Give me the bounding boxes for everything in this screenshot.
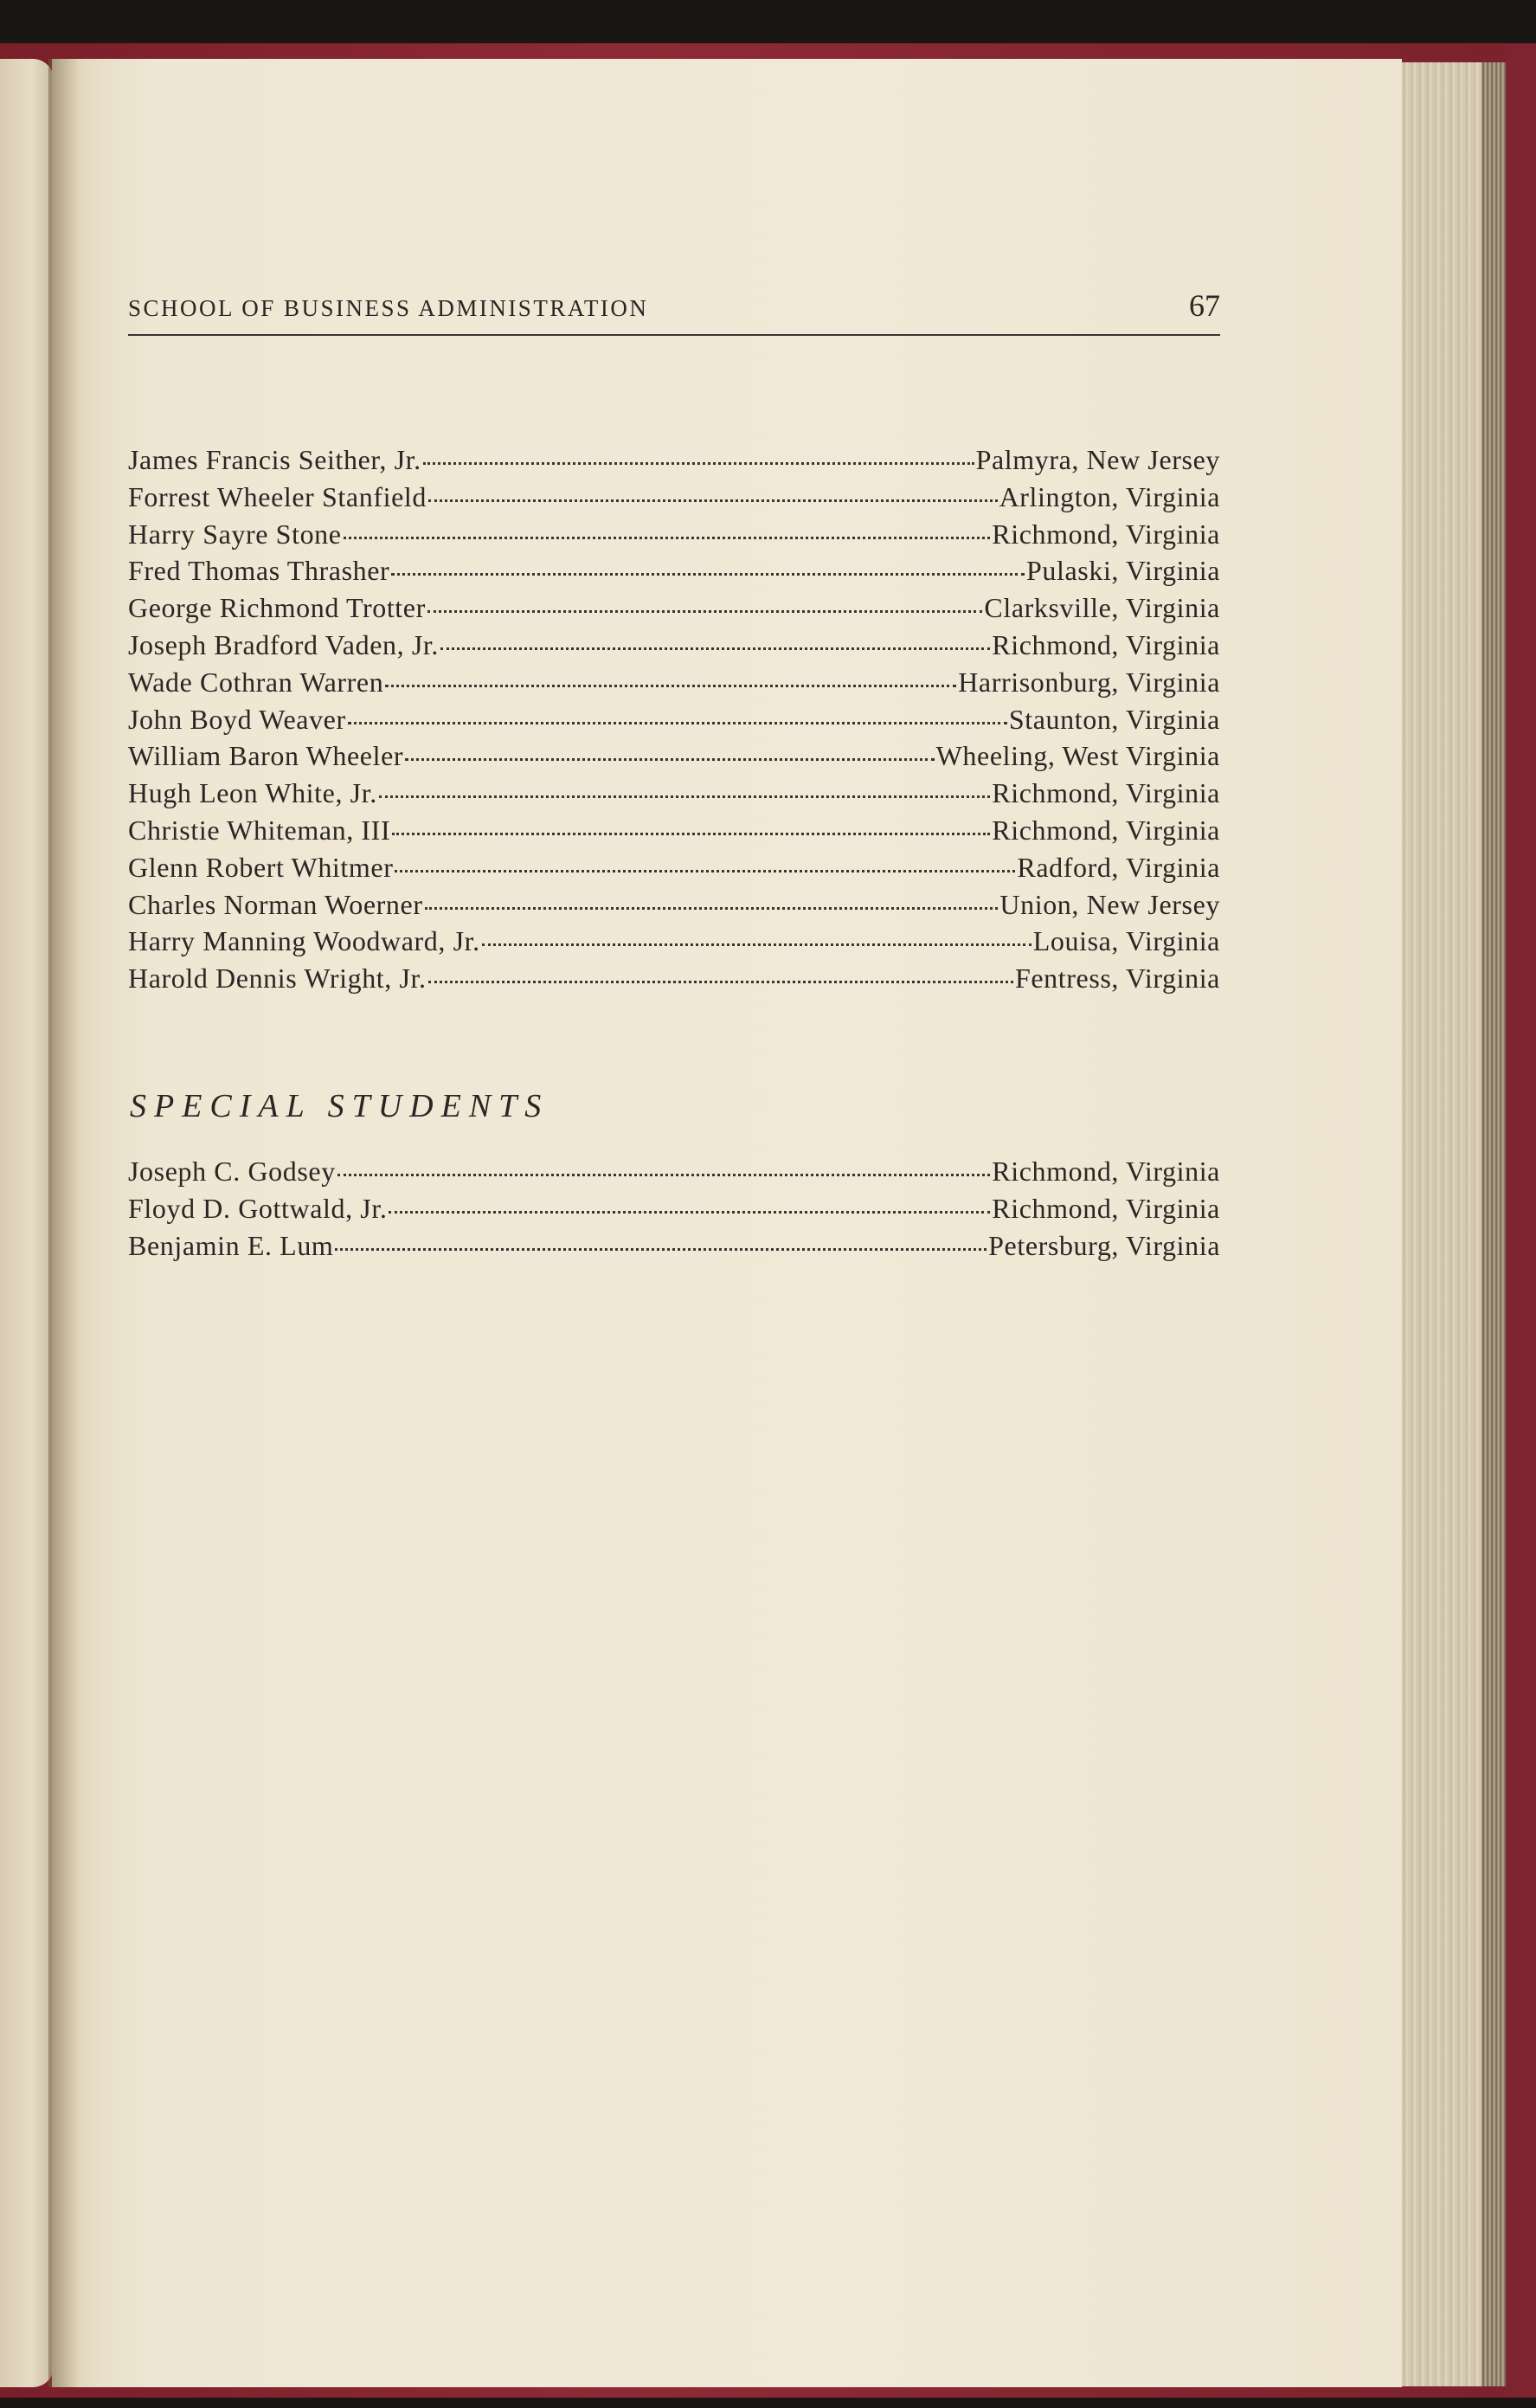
student-entry [128, 666, 1220, 704]
student-name: Joseph Bradford Vaden, Jr. [128, 628, 439, 660]
dot-leader [337, 1174, 990, 1176]
special-students-heading: SPECIAL STUDENTS [130, 1088, 549, 1124]
dot-leader [335, 1248, 987, 1251]
student-entry [128, 629, 1220, 666]
student-name: John Boyd Weaver [128, 703, 346, 735]
student-entry [128, 518, 1220, 556]
dot-leader [423, 462, 974, 465]
student-entry [128, 555, 1220, 592]
running-title: SCHOOL OF BUSINESS ADMINISTRATION [128, 295, 649, 321]
gutter-shadow [48, 59, 100, 2387]
student-hometown: Richmond, Virginia [992, 1192, 1220, 1224]
dot-leader [344, 537, 991, 539]
dot-leader [389, 1211, 990, 1214]
student-name: James Francis Seither, Jr. [128, 444, 421, 475]
student-hometown: Union, New Jersey [999, 888, 1220, 920]
student-entry [128, 963, 1220, 1000]
student-hometown: Radford, Virginia [1017, 851, 1220, 883]
dot-leader [391, 573, 1025, 576]
page-number: 67 [1189, 288, 1220, 323]
student-name: Floyd D. Gottwald, Jr. [128, 1192, 388, 1224]
running-head [128, 286, 1220, 336]
student-hometown: Richmond, Virginia [992, 1156, 1220, 1187]
page-stack-shadow [1481, 62, 1506, 2386]
student-name: Fred Thomas Thrasher [128, 555, 390, 587]
student-name: George Richmond Trotter [128, 592, 426, 624]
facing-page-edge [0, 59, 54, 2387]
book-page [52, 59, 1402, 2387]
student-hometown: Palmyra, New Jersey [975, 444, 1220, 475]
student-name: William Baron Wheeler [128, 740, 404, 772]
dot-leader [392, 833, 990, 835]
student-hometown: Richmond, Virginia [992, 628, 1220, 660]
dot-leader [428, 499, 998, 502]
student-name: Harry Sayre Stone [128, 518, 342, 550]
student-name: Joseph C. Godsey [128, 1156, 336, 1187]
student-name: Hugh Leon White, Jr. [128, 777, 377, 809]
dot-leader [395, 870, 1015, 872]
student-entry [128, 444, 1220, 481]
special-student-entry [128, 1193, 1220, 1230]
student-name: Benjamin E. Lum [128, 1229, 334, 1261]
book-cover-edge [1506, 43, 1536, 2398]
student-name: Harry Manning Woodward, Jr. [128, 925, 480, 957]
student-name: Glenn Robert Whitmer [128, 851, 394, 883]
dot-leader [427, 610, 983, 613]
special-student-entry [128, 1230, 1220, 1267]
student-hometown: Louisa, Virginia [1032, 925, 1220, 957]
special-student-list [128, 1156, 1220, 1266]
student-entry [128, 481, 1220, 518]
student-hometown: Pulaski, Virginia [1026, 555, 1220, 587]
student-entry [128, 592, 1220, 629]
student-hometown: Fentress, Virginia [1014, 963, 1220, 995]
student-entry [128, 852, 1220, 889]
dot-leader [405, 758, 934, 761]
student-hometown: Richmond, Virginia [992, 518, 1220, 550]
page-content [52, 59, 1402, 2387]
student-entry [128, 925, 1220, 963]
student-entry [128, 704, 1220, 741]
student-name: Christie Whiteman, III [128, 814, 391, 846]
student-entry [128, 740, 1220, 777]
student-hometown: Staunton, Virginia [1008, 703, 1220, 735]
dot-leader [440, 647, 990, 650]
student-name: Forrest Wheeler Stanfield [128, 480, 427, 512]
student-hometown: Clarksville, Virginia [984, 592, 1220, 624]
student-hometown: Richmond, Virginia [992, 777, 1220, 809]
student-list [128, 444, 1220, 1000]
student-hometown: Petersburg, Virginia [988, 1229, 1220, 1261]
dot-leader [348, 722, 1007, 724]
dot-leader [425, 907, 999, 910]
dot-leader [428, 981, 1013, 983]
student-entry [128, 777, 1220, 814]
student-hometown: Richmond, Virginia [992, 814, 1220, 846]
student-name: Harold Dennis Wright, Jr. [128, 963, 427, 995]
student-entry [128, 814, 1220, 852]
student-entry [128, 889, 1220, 926]
special-student-entry [128, 1156, 1220, 1193]
student-hometown: Harrisonburg, Virginia [958, 666, 1220, 698]
dot-leader [482, 943, 1031, 946]
student-name: Charles Norman Woerner [128, 888, 423, 920]
student-name: Wade Cothran Warren [128, 666, 384, 698]
dot-leader [379, 795, 990, 798]
dot-leader [385, 685, 956, 687]
student-hometown: Arlington, Virginia [999, 480, 1220, 512]
student-hometown: Wheeling, West Virginia [935, 740, 1220, 772]
